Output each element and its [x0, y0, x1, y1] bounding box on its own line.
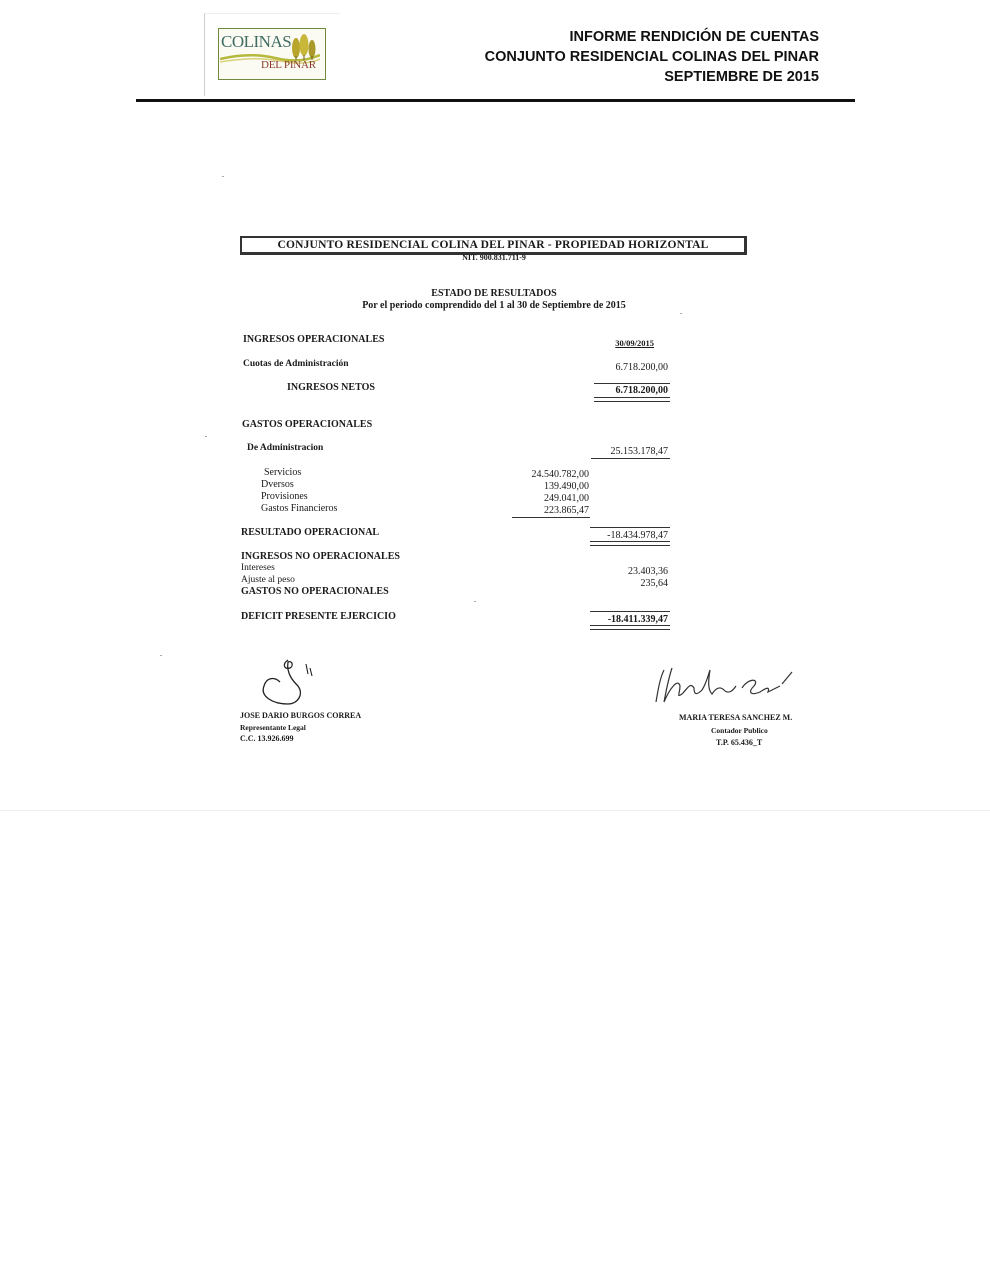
report-title: INFORME RENDICIÓN DE CUENTAS — [569, 29, 819, 45]
report-entity: CONJUNTO RESIDENCIAL COLINAS DEL PINAR — [484, 49, 819, 65]
rule — [591, 458, 670, 459]
section-gastos-no-operacionales: GASTOS NO OPERACIONALES — [241, 586, 389, 597]
pine-trees-icon — [287, 34, 319, 60]
cuotas-value: 6.718.200,00 — [615, 362, 668, 373]
item-gastos-financieros-value: 223.865,47 — [544, 505, 589, 516]
statement-period: Por el periodo comprendido del 1 al 30 de Septiembre de 2015 — [362, 300, 626, 311]
item-diversos-label: Dversos — [261, 479, 294, 490]
report-period: SEPTIEMBRE DE 2015 — [664, 69, 819, 85]
signatory-right-id: T.P. 65.436_T — [716, 738, 763, 747]
double-rule — [590, 541, 670, 546]
signature-left-icon — [258, 656, 328, 708]
cuotas-label: Cuotas de Administración — [243, 359, 349, 369]
statement-title: ESTADO DE RESULTADOS — [431, 288, 557, 299]
nit: NIT. 900.831.711-9 — [462, 253, 526, 262]
signatory-left-name: JOSE DARIO BURGOS CORREA — [240, 711, 362, 720]
section-ingresos-no-operacionales: INGRESOS NO OPERACIONALES — [241, 551, 400, 562]
ingresos-netos-value: 6.718.200,00 — [615, 385, 668, 396]
scan-speck — [474, 601, 476, 602]
scan-speck — [222, 176, 224, 177]
intereses-value: 23.403,36 — [628, 566, 668, 577]
de-administracion-label: De Administracion — [247, 443, 324, 453]
section-ingresos-operacionales: INGRESOS OPERACIONALES — [243, 334, 385, 345]
item-diversos-value: 139.490,00 — [544, 481, 589, 492]
rule — [590, 527, 670, 528]
logo-text-del-pinar: DEL PINAR — [261, 59, 316, 71]
rule — [594, 383, 670, 384]
deficit-label: DEFICIT PRESENTE EJERCICIO — [241, 611, 396, 622]
logo-text-colinas: COLINAS — [221, 32, 292, 51]
ajuste-al-peso-label: Ajuste al peso — [241, 575, 295, 585]
item-servicios-label: Servicios — [264, 467, 302, 478]
column-date: 30/09/2015 — [615, 338, 654, 348]
signatory-right-name: MARIA TERESA SANCHEZ M. — [679, 713, 793, 722]
item-provisiones-label: Provisiones — [261, 491, 308, 502]
item-gastos-financieros-label: Gastos Financieros — [261, 503, 338, 514]
section-gastos-operacionales: GASTOS OPERACIONALES — [242, 419, 373, 430]
double-rule — [590, 625, 670, 630]
header-divider — [136, 99, 855, 102]
resultado-operacional-value: -18.434.978,47 — [607, 530, 668, 541]
signatory-left-role: Representante Legal — [240, 723, 306, 732]
double-rule — [594, 397, 670, 402]
scan-edge — [0, 810, 990, 811]
scan-speck — [680, 313, 682, 314]
ajuste-al-peso-value: 235,64 — [640, 578, 668, 589]
scan-speck — [160, 655, 162, 656]
ingresos-netos-label: INGRESOS NETOS — [287, 382, 375, 393]
signature-right-icon — [650, 664, 798, 706]
rule — [512, 517, 590, 518]
resultado-operacional-label: RESULTADO OPERACIONAL — [241, 527, 380, 538]
entity-title: CONJUNTO RESIDENCIAL COLINA DEL PINAR - PROPIEDAD HORIZONTAL — [240, 236, 747, 255]
de-administracion-value: 25.153.178,47 — [610, 446, 668, 457]
deficit-value: -18.411.339,47 — [607, 614, 668, 625]
report-header — [485, 27, 819, 87]
signatory-right-role: Contador Publico — [711, 726, 768, 735]
item-provisiones-value: 249.041,00 — [544, 493, 589, 504]
signatory-left-id: C.C. 13.926.699 — [240, 734, 294, 743]
item-servicios-value: 24.540.782,00 — [531, 469, 589, 480]
scan-speck — [205, 436, 207, 437]
rule — [590, 611, 670, 612]
intereses-label: Intereses — [241, 563, 275, 573]
